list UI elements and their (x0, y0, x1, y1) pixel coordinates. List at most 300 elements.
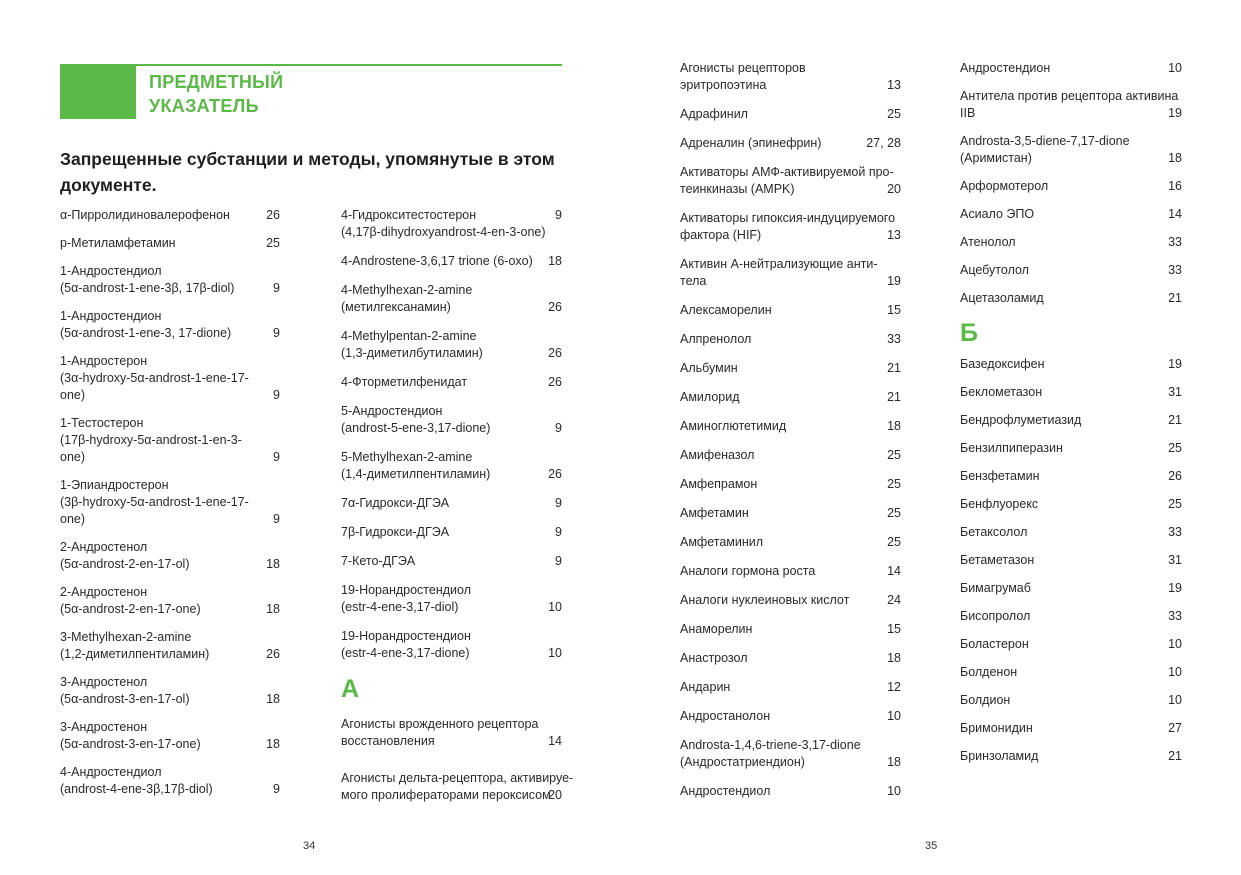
entry-name (680, 210, 901, 244)
index-entry (341, 716, 562, 750)
entry-name-line: Андростанолон (680, 709, 771, 723)
entry-name-line: Беклометазон (960, 385, 1043, 399)
entry-name-line: one) (60, 388, 86, 402)
entry-name (60, 353, 280, 404)
entry-name-line: (Аримистан) (960, 151, 1032, 165)
entry-name-line: Боластерон (960, 637, 1029, 651)
entry-page-number: 26 (548, 375, 562, 389)
entry-name-line: мого пролифераторами пероксисом (341, 788, 551, 802)
entry-name-line: (estr-4-ene-3,17-diol) (341, 600, 459, 614)
entry-name (60, 719, 280, 753)
entry-page-number: 13 (887, 78, 901, 92)
index-entry (680, 592, 901, 609)
entry-name (680, 418, 901, 435)
index-column-2 (341, 207, 574, 824)
entry-name (960, 133, 1182, 167)
entry-name-line: Амифеназол (680, 448, 755, 462)
entry-name-line: (androst-4-ene-3β,17β-diol) (60, 782, 213, 796)
entry-page-number: 20 (548, 788, 562, 802)
entry-name (960, 290, 1182, 307)
entry-name (960, 580, 1182, 597)
entry-name-line: (4,17β-dihydroxyandrost-4-en-3-one) (341, 225, 546, 239)
entry-page-number: 9 (555, 496, 562, 510)
index-column-1 (60, 207, 280, 809)
entry-name-line: 19-Норандростендион (341, 629, 471, 643)
entry-name-line: Ацебутолол (960, 263, 1029, 277)
entry-page-number: 27, 28 (866, 136, 901, 150)
entry-page-number: 33 (1168, 235, 1182, 249)
entry-page-number: 33 (887, 332, 901, 346)
entry-name-line: (5α-androst-1-ene-3β, 17β-diol) (60, 281, 235, 295)
entry-name (960, 692, 1182, 709)
entry-page-number: 20 (887, 182, 901, 196)
index-entry (60, 235, 280, 252)
entry-name (960, 552, 1182, 569)
entry-name (341, 716, 562, 750)
entry-name (960, 496, 1182, 513)
entry-name-line: 4-Фторметилфенидат (341, 375, 468, 389)
entry-page-number: 25 (887, 477, 901, 491)
index-entry (680, 106, 901, 123)
entry-name-line: 1-Андростендиол (60, 264, 162, 278)
entry-name-line: 3-Methylhexan-2-amine (60, 630, 192, 644)
page-title: ПРЕДМЕТНЫЙ УКАЗАТЕЛЬ (149, 72, 284, 116)
entry-page-number: 26 (548, 346, 562, 360)
entry-page-number: 21 (1168, 749, 1182, 763)
entry-name-line: Антитела против рецептора активина (960, 89, 1179, 103)
entry-name (341, 374, 562, 391)
index-entry (341, 207, 562, 241)
index-entry (680, 679, 901, 696)
entry-page-number: 18 (887, 755, 901, 769)
entry-name (680, 534, 901, 551)
entry-name-line: эритропоэтина (680, 78, 767, 92)
index-entry (341, 770, 574, 804)
entry-page-number: 21 (887, 390, 901, 404)
index-entry (680, 256, 901, 290)
entry-page-number: 18 (1168, 151, 1182, 165)
entry-page-number: 25 (1168, 441, 1182, 455)
index-entry (60, 308, 280, 342)
index-entry (960, 412, 1182, 429)
index-entry (680, 210, 901, 244)
entry-page-number: 14 (548, 734, 562, 748)
entry-page-number: 19 (1168, 357, 1182, 371)
entry-page-number: 25 (887, 506, 901, 520)
entry-name (960, 748, 1182, 765)
entry-name-line: Аналоги гормона роста (680, 564, 816, 578)
entry-name (341, 207, 562, 241)
index-entry (60, 539, 280, 573)
entry-name-line: Базедоксифен (960, 357, 1045, 371)
index-entry (60, 477, 280, 528)
entry-page-number: 18 (266, 692, 280, 706)
entry-name-line: Амфепрамон (680, 477, 758, 491)
entry-name-line: Амфетамин (680, 506, 749, 520)
entry-name-line: фактора (HIF) (680, 228, 762, 242)
index-entry (341, 374, 562, 391)
entry-page-number: 15 (887, 622, 901, 636)
entry-page-number: 14 (1168, 207, 1182, 221)
entry-name-line: (метилгексанамин) (341, 300, 451, 314)
entry-page-number: 25 (887, 535, 901, 549)
entry-name (60, 207, 280, 224)
index-subtitle: Запрещенные субстанции и методы, упомянутые в этом документе. (60, 149, 555, 195)
entry-name (60, 263, 280, 297)
entry-name (60, 539, 280, 573)
entry-name-line: 3-Андростенол (60, 675, 148, 689)
entry-name-line: Androsta-3,5-diene-7,17-dione (960, 134, 1130, 148)
entry-page-number: 10 (548, 646, 562, 660)
index-column-3 (680, 60, 901, 812)
entry-name (341, 524, 562, 541)
index-entry (960, 262, 1182, 279)
entry-page-number: 25 (1168, 497, 1182, 511)
section-letter: А (341, 675, 360, 703)
index-entry (680, 505, 901, 522)
entry-name (680, 106, 901, 123)
entry-page-number: 10 (1168, 61, 1182, 75)
entry-name (960, 356, 1182, 373)
entry-name-line: (androst-5-ene-3,17-dione) (341, 421, 491, 435)
index-entry (341, 282, 562, 316)
entry-name (341, 582, 562, 616)
entry-name-line: Бензилпиперазин (960, 441, 1063, 455)
entry-page-number: 33 (1168, 525, 1182, 539)
index-entry (60, 674, 280, 708)
entry-name (960, 384, 1182, 401)
index-entry (341, 628, 562, 662)
entry-name-line: тела (680, 274, 707, 288)
entry-page-number: 9 (273, 450, 280, 464)
entry-page-number: 14 (887, 564, 901, 578)
entry-page-number: 26 (548, 467, 562, 481)
index-entry (960, 636, 1182, 653)
entry-name-line: Androsta-1,4,6-triene-3,17-dione (680, 738, 861, 752)
index-entry (960, 664, 1182, 681)
entry-name-line: Андростендион (960, 61, 1051, 75)
entry-name (60, 308, 280, 342)
index-entry (680, 164, 901, 198)
entry-name-line: (estr-4-ene-3,17-dione) (341, 646, 470, 660)
entry-name (680, 302, 901, 319)
entry-name-line: Бримонидин (960, 721, 1033, 735)
entry-name-line: (5α-androst-3-en-17-ol) (60, 692, 190, 706)
entry-name (960, 440, 1182, 457)
entry-page-number: 12 (887, 680, 901, 694)
entry-page-number: 27 (1168, 721, 1182, 735)
entry-page-number: 18 (887, 651, 901, 665)
entry-name (60, 674, 280, 708)
index-entry (60, 353, 280, 404)
entry-page-number: 9 (273, 281, 280, 295)
entry-name (341, 403, 562, 437)
entry-page-number: 15 (887, 303, 901, 317)
entry-name (680, 360, 901, 377)
index-entry (960, 234, 1182, 251)
entry-page-number: 19 (1168, 106, 1182, 120)
entry-page-number: 9 (273, 512, 280, 526)
title-green-rule (136, 64, 562, 66)
entry-page-number: 21 (1168, 413, 1182, 427)
entry-name-line: (3α-hydroxy-5α-androst-1-ene-17- (60, 371, 249, 385)
entry-page-number: 16 (1168, 179, 1182, 193)
page-number: 34 (303, 840, 316, 852)
entry-name-line: (5α-androst-1-ene-3, 17-dione) (60, 326, 232, 340)
index-entry (60, 764, 280, 798)
entry-name (60, 584, 280, 618)
entry-page-number: 31 (1168, 385, 1182, 399)
entry-name-line: Алпренолол (680, 332, 752, 346)
entry-page-number: 25 (266, 236, 280, 250)
index-entry (60, 719, 280, 753)
entry-page-number: 18 (887, 419, 901, 433)
index-entry (960, 290, 1182, 307)
entry-name (680, 164, 901, 198)
entry-page-number: 10 (1168, 637, 1182, 651)
entry-name (960, 412, 1182, 429)
entry-name-line: Активин А-нейтрализующие анти- (680, 257, 878, 271)
index-entry (680, 360, 901, 377)
entry-name (60, 235, 280, 252)
index-entry (960, 748, 1182, 765)
entry-name (680, 592, 901, 609)
index-entry (60, 584, 280, 618)
entry-name-line: 4-Андростендиол (60, 765, 162, 779)
entry-name-line: Атенолол (960, 235, 1016, 249)
left-page (0, 0, 620, 875)
entry-page-number: 33 (1168, 609, 1182, 623)
entry-name-line: Анастрозол (680, 651, 748, 665)
right-page (620, 0, 1241, 875)
entry-name-line: (17β-hydroxy-5α-androst-1-en-3- (60, 433, 242, 447)
entry-name-line: 4-Гидрокситестостерон (341, 208, 477, 222)
entry-name-line: 5-Андростендион (341, 404, 443, 418)
entry-name-line: α-Пирролидиновалерофенон (60, 208, 230, 222)
entry-page-number: 9 (555, 208, 562, 222)
entry-name (960, 468, 1182, 485)
entry-page-number: 21 (1168, 291, 1182, 305)
index-entry (960, 384, 1182, 401)
index-entry (960, 88, 1182, 122)
entry-name-line: Бимагрумаб (960, 581, 1031, 595)
entry-name (60, 764, 280, 798)
index-entry (341, 524, 562, 541)
index-entry (680, 331, 901, 348)
entry-page-number: 26 (266, 647, 280, 661)
entry-page-number: 10 (887, 784, 901, 798)
entry-name-line: 7-Кето-ДГЭА (341, 554, 416, 568)
entry-name-line: Бетаксолол (960, 525, 1028, 539)
entry-name-line: Андростендиол (680, 784, 771, 798)
entry-name-line: (1,3-диметилбутиламин) (341, 346, 483, 360)
entry-name-line: Анаморелин (680, 622, 753, 636)
entry-name (341, 282, 562, 316)
entry-name-line: 7β-Гидрокси-ДГЭА (341, 525, 450, 539)
entry-page-number: 26 (548, 300, 562, 314)
entry-name-line: Адреналин (эпинефрин) (680, 136, 822, 150)
entry-name (960, 88, 1182, 122)
entry-name (60, 415, 280, 466)
index-entry (341, 449, 562, 483)
entry-name (680, 563, 901, 580)
index-column-4 (960, 60, 1182, 776)
entry-name-line: (5α-androst-3-en-17-one) (60, 737, 201, 751)
entry-name (341, 495, 562, 512)
entry-page-number: 26 (266, 208, 280, 222)
entry-name-line: 2-Андростенол (60, 540, 148, 554)
index-entry (341, 403, 562, 437)
entry-name (341, 449, 562, 483)
index-entry (60, 207, 280, 224)
entry-page-number: 10 (548, 600, 562, 614)
entry-name-line: 1-Тестостерон (60, 416, 144, 430)
entry-name-line: one) (60, 450, 86, 464)
entry-name (341, 553, 562, 570)
page-number: 35 (925, 840, 938, 852)
entry-name-line: 4-Methylhexan-2-amine (341, 283, 473, 297)
entry-page-number: 9 (273, 388, 280, 402)
entry-page-number: 9 (273, 782, 280, 796)
entry-name (680, 621, 901, 638)
entry-name (960, 206, 1182, 223)
entry-name-line: 5-Methylhexan-2-amine (341, 450, 473, 464)
index-entry (960, 552, 1182, 569)
entry-name (341, 253, 562, 270)
entry-name (680, 679, 901, 696)
entry-name (680, 389, 901, 406)
index-entry (680, 534, 901, 551)
index-title-bar (60, 64, 562, 119)
entry-page-number: 19 (1168, 581, 1182, 595)
entry-name (680, 331, 901, 348)
index-entry (680, 389, 901, 406)
index-entry (960, 608, 1182, 625)
entry-name (960, 262, 1182, 279)
entry-name-line: Адрафинил (680, 107, 748, 121)
entry-page-number: 18 (266, 557, 280, 571)
entry-name-line: Активаторы АМФ-активируемой про- (680, 165, 894, 179)
entry-name (680, 650, 901, 667)
entry-name-line: IIB (960, 106, 976, 120)
entry-page-number: 18 (266, 737, 280, 751)
index-entry (680, 708, 901, 725)
entry-name-line: Агонисты дельта-рецептора, активируе- (341, 771, 574, 785)
entry-name (960, 720, 1182, 737)
entry-page-number: 26 (1168, 469, 1182, 483)
index-entry (680, 783, 901, 800)
entry-name-line: 3-Андростенон (60, 720, 148, 734)
index-entry (60, 415, 280, 466)
entry-name-line: Активаторы гипоксия-индуцируемого (680, 211, 896, 225)
index-entry (960, 178, 1182, 195)
index-entry (680, 621, 901, 638)
entry-name-line: Ацетазоламид (960, 291, 1044, 305)
entry-name-line: one) (60, 512, 86, 526)
index-entry (680, 447, 901, 464)
entry-name-line: 1-Андростерон (60, 354, 148, 368)
entry-name (680, 737, 901, 771)
entry-page-number: 10 (1168, 665, 1182, 679)
index-entry (680, 302, 901, 319)
entry-page-number: 19 (887, 274, 901, 288)
entry-name-line: 4-Methylpentan-2-amine (341, 329, 477, 343)
index-entry (341, 253, 562, 270)
entry-name-line: Асиало ЭПО (960, 207, 1035, 221)
entry-name-line: 2-Андростенон (60, 585, 148, 599)
entry-name-line: Бисопролол (960, 609, 1031, 623)
entry-name (680, 447, 901, 464)
index-entry (341, 328, 562, 362)
entry-page-number: 9 (273, 326, 280, 340)
entry-name-line: 1-Андростендион (60, 309, 162, 323)
title-green-block (60, 64, 136, 119)
index-entry (60, 263, 280, 297)
entry-name-line: Болденон (960, 665, 1018, 679)
entry-name-line: (5α-androst-2-en-17-ol) (60, 557, 190, 571)
section-letter: Б (960, 319, 978, 347)
entry-page-number: 18 (266, 602, 280, 616)
entry-name-line: Амилорид (680, 390, 740, 404)
entry-name-line: восстановления (341, 734, 435, 748)
entry-name-line: (3β-hydroxy-5α-androst-1-ene-17- (60, 495, 249, 509)
entry-name-line: Бендрофлуметиазид (960, 413, 1082, 427)
entry-page-number: 13 (887, 228, 901, 242)
entry-name (960, 60, 1182, 77)
entry-name (960, 636, 1182, 653)
entry-name-line: 1-Эпиандростерон (60, 478, 169, 492)
index-entry (680, 60, 901, 94)
entry-name (960, 178, 1182, 195)
entry-page-number: 18 (548, 254, 562, 268)
entry-name-line: Алексаморелин (680, 303, 772, 317)
index-entry (960, 60, 1182, 77)
entry-name-line: (5α-androst-2-en-17-one) (60, 602, 201, 616)
index-entry (680, 563, 901, 580)
entry-page-number: 25 (887, 448, 901, 462)
entry-page-number: 24 (887, 593, 901, 607)
entry-name-line: Андарин (680, 680, 731, 694)
index-entry (680, 135, 901, 152)
entry-name (960, 664, 1182, 681)
entry-name (60, 477, 280, 528)
entry-name (680, 783, 901, 800)
entry-page-number: 10 (887, 709, 901, 723)
index-entry (960, 206, 1182, 223)
entry-name (60, 629, 280, 663)
entry-name-line: (Андростатриендион) (680, 755, 805, 769)
entry-name-line: Бензфетамин (960, 469, 1040, 483)
entry-page-number: 31 (1168, 553, 1182, 567)
entry-name-line: Амфетаминил (680, 535, 764, 549)
entry-name (960, 608, 1182, 625)
entry-name (341, 328, 562, 362)
entry-name (960, 524, 1182, 541)
entry-name-line: Бетаметазон (960, 553, 1035, 567)
entry-name-line: 19-Норандростендиол (341, 583, 471, 597)
index-entry (680, 418, 901, 435)
entry-page-number: 9 (555, 525, 562, 539)
entry-name-line: Агонисты врожденного рецептора (341, 717, 539, 731)
entry-name-line: 7α-Гидрокси-ДГЭА (341, 496, 450, 510)
entry-page-number: 10 (1168, 693, 1182, 707)
entry-name-line: (1,4-диметилпентиламин) (341, 467, 491, 481)
entry-name (680, 476, 901, 493)
entry-name-line: Агонисты рецепторов (680, 61, 806, 75)
index-entry (680, 737, 901, 771)
entry-name-line: Альбумин (680, 361, 738, 375)
entry-name (680, 60, 901, 94)
